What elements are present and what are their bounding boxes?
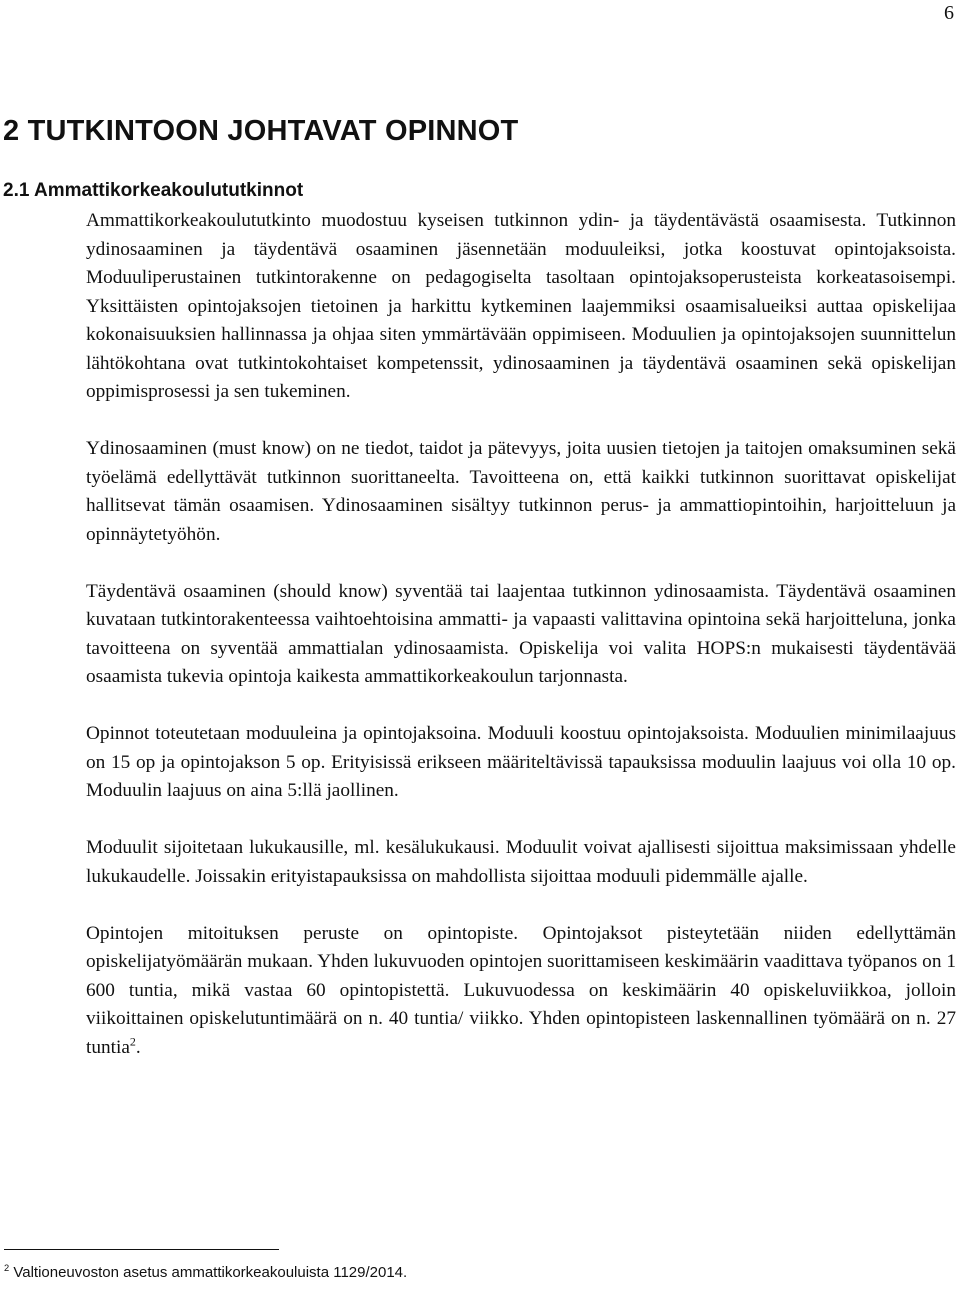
paragraph-credits-end: . bbox=[135, 1036, 141, 1058]
footnote-marker: 2 bbox=[4, 1263, 10, 1273]
paragraph-credits bbox=[86, 920, 956, 1063]
body-text bbox=[86, 207, 956, 1062]
page-number: 6 bbox=[944, 2, 954, 24]
footnote-text: Valtioneuvoston asetus ammattikorkeakouluista 1129/2014. bbox=[9, 1264, 408, 1281]
footnote-separator bbox=[4, 1249, 279, 1250]
footnote-reference: 2 bbox=[129, 1034, 136, 1049]
paragraph-semesters: Moduulit sijoitetaan lukukausille, ml. kesälukukausi. Moduulit voivat ajallisesti sijoittua maksimissaan yhdelle lukukaudelle. Joissakin erityistapauksissa on mahdollista sijoittaa moduuli pidemmälle ajalle. bbox=[86, 837, 956, 887]
paragraph-modules: Opinnot toteutetaan moduuleina ja opintojaksoina. Moduuli koostuu opintojaksoista. Moduulien minimilaajuus on 15 op ja opintojakson 5 op. Erityisissä erikseen määriteltävissä tapauksissa moduulin laajuus voi olla 10 op. Moduulin laajuus on aina 5:llä jaollinen. bbox=[86, 723, 956, 801]
section-title: 2.1 Ammattikorkeakoulututkinnot bbox=[3, 180, 304, 201]
paragraph-credits-text: Opintojen mitoituksen peruste on opintopiste. Opintojaksot pisteytetään niiden edellyttämän opiskelijatyömäärän mukaan. Yhden lukuvuoden opintojen suorittamiseen keskimäärin vaadittava työpanos on 1 600 tuntia, mikä vastaa 60 opintopistettä. Lukuvuodessa on keskimäärin 40 opiskeluviikkoa, jolloin viikoittainen opiskelutuntimäärä on n. 40 tuntia/ viikko. Yhden opintopisteen laskennallinen työmäärä on n. 27 tuntia bbox=[86, 922, 956, 1058]
paragraph-degree-structure: Ammattikorkeakoulututkinto muodostuu kyseisen tutkinnon ydin- ja täydentävästä osaamisesta. Tutkinnon ydinosaaminen ja täydentävä osaaminen jäsennetään moduuleiksi, jotka koostuvat opintojaksoista. Moduuliperustainen tutkintorakenne on pedagogiselta tasoltaan opintojaksoperusteista korkeatasoisempi. Yksittäisten opintojaksojen tietoinen ja harkittu kytkeminen laajemmiksi osaamisalueiksi auttaa opiskelijaa kokonaisuuksien hallinnassa ja ohjaa siten ymmärtävään oppimiseen. Moduulien ja opintojaksojen suunnittelun lähtökohtana ovat tutkintokohtaiset kompetenssit, ydinosaaminen ja täydentävä osaaminen sekä opiskelijan oppimisprosessi ja sen tukeminen. bbox=[86, 210, 956, 402]
chapter-title: 2 TUTKINTOON JOHTAVAT OPINNOT bbox=[3, 115, 519, 147]
paragraph-complementary-competence: Täydentävä osaaminen (should know) syventää tai laajentaa tutkinnon ydinosaamista. Täydentävä osaaminen kuvataan tutkintorakenteessa vaihtoehtoisina ammatti- ja vapaasti valittavina opintoina sekä harjoitteluna, jonka tavoitteena on syventää ammattialan ydinosaamista. Opiskelija voi valita HOPS:n mukaisesti täydentävää osaamista tukevia opintoja kaikesta ammattikorkeakoulun tarjonnasta. bbox=[86, 580, 956, 687]
paragraph-core-competence: Ydinosaaminen (must know) on ne tiedot, taidot ja pätevyys, joita uusien tietojen ja taitojen omaksuminen sekä työelämä edellyttävät tutkinnon suorittaneelta. Tavoitteena on, että kaikki tutkinnon suorittavat opiskelijat hallitsevat tämän osaamisen. Ydinosaaminen sisältyy tutkinnon perus- ja ammattiopintoihin, harjoitteluun ja opinnäytetyöhön. bbox=[86, 438, 956, 545]
footnote bbox=[4, 1264, 407, 1281]
